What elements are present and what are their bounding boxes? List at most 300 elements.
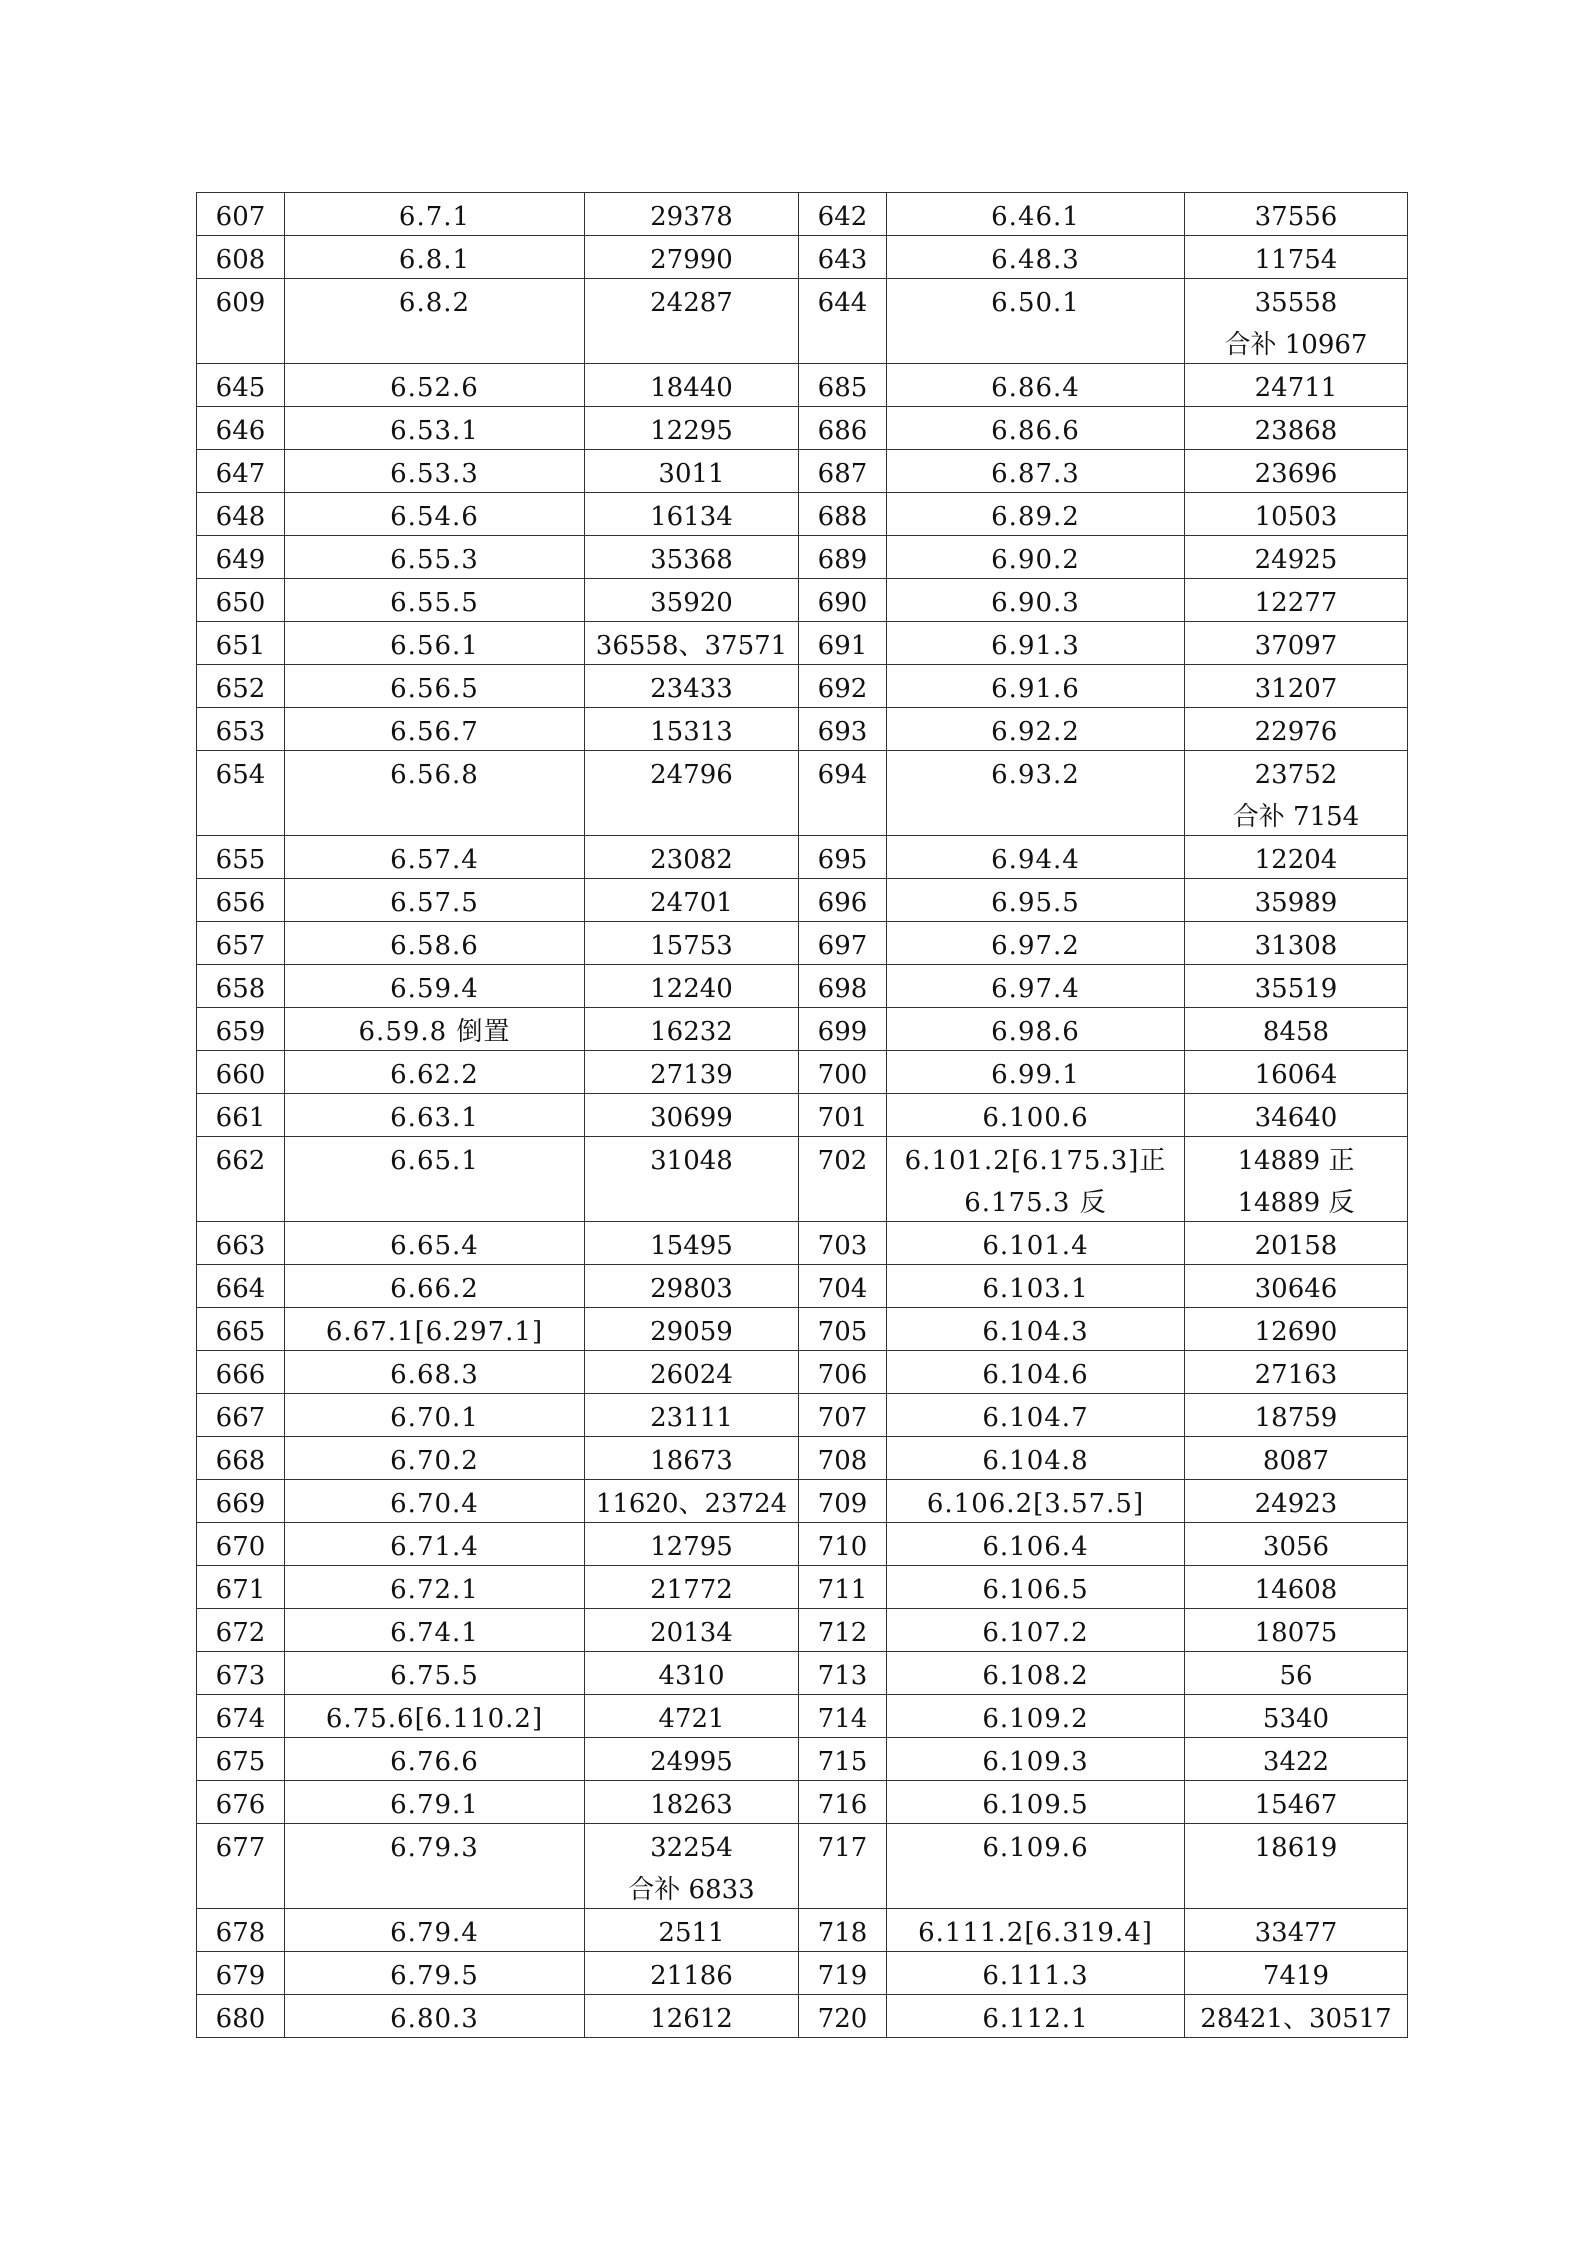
left-number-cell [585, 1094, 799, 1137]
cell-text: 35989 [1254, 888, 1338, 918]
cell-text: 698 [817, 974, 868, 1004]
cell-text: 29059 [650, 1317, 733, 1347]
right-seq-cell [799, 1609, 887, 1652]
left-number-cell [585, 1008, 799, 1051]
cell-text: 23696 [1254, 459, 1338, 489]
right-number-cell [1185, 879, 1408, 922]
cell-text: 6.72.1 [390, 1575, 479, 1605]
cell-text: 27139 [650, 1060, 733, 1090]
cell-text: 6.101.2[6.175.3]正 [904, 1146, 1167, 1176]
right-ref-cell [887, 236, 1185, 279]
left-number-cell [585, 450, 799, 493]
cell-text: 21772 [650, 1575, 733, 1605]
left-seq-cell [197, 708, 285, 751]
left-ref-cell [285, 493, 585, 536]
cell-text: 6.104.8 [982, 1446, 1089, 1476]
cell-text: 12240 [650, 974, 733, 1004]
table-row [197, 1265, 1408, 1308]
left-ref-cell [285, 450, 585, 493]
cell-text: 6.91.6 [991, 674, 1080, 704]
right-number-cell [1185, 836, 1408, 879]
table-row [197, 1480, 1408, 1523]
left-number-cell [585, 1609, 799, 1652]
left-seq-cell [197, 1952, 285, 1995]
left-seq-cell [197, 1909, 285, 1952]
table-row [197, 1008, 1408, 1051]
cell-text: 6.91.3 [991, 631, 1080, 661]
right-ref-cell [887, 1222, 1185, 1265]
cell-text: 6.57.5 [390, 888, 479, 918]
left-ref-cell [285, 579, 585, 622]
cell-text: 6.94.4 [991, 845, 1080, 875]
left-number-cell [585, 1909, 799, 1952]
left-ref-cell [285, 536, 585, 579]
cell-text: 6.79.1 [390, 1790, 479, 1820]
cell-text: 687 [817, 459, 868, 489]
cell-text: 6.101.4 [982, 1231, 1089, 1261]
left-ref-cell [285, 1394, 585, 1437]
cell-text: 6.63.1 [390, 1103, 479, 1133]
cell-text: 6.74.1 [390, 1618, 479, 1648]
table-row [197, 1051, 1408, 1094]
right-seq-cell [799, 579, 887, 622]
left-ref-cell [285, 836, 585, 879]
cell-text: 24796 [650, 760, 733, 790]
cell-text: 12612 [650, 2004, 733, 2034]
left-seq-cell [197, 1222, 285, 1265]
cell-text: 24701 [650, 888, 733, 918]
left-ref-cell [285, 1952, 585, 1995]
left-number-cell [585, 1351, 799, 1394]
left-seq-cell [197, 1265, 285, 1308]
left-ref-cell [285, 1609, 585, 1652]
right-seq-cell [799, 1008, 887, 1051]
cell-text: 643 [817, 245, 868, 275]
right-seq-cell [799, 493, 887, 536]
cell-text: 37556 [1254, 202, 1338, 232]
right-seq-cell [799, 1738, 887, 1781]
right-seq-cell [799, 965, 887, 1008]
cell-text: 705 [817, 1317, 868, 1347]
left-ref-cell [285, 1523, 585, 1566]
table-row [197, 1222, 1408, 1265]
cell-text: 6.68.3 [390, 1360, 479, 1390]
right-ref-cell [887, 1094, 1185, 1137]
cell-text: 12277 [1254, 588, 1338, 618]
cell-text: 26024 [650, 1360, 733, 1390]
cell-text: 691 [817, 631, 868, 661]
cell-text: 649 [215, 545, 266, 575]
right-seq-cell [799, 1824, 887, 1909]
right-number-cell [1185, 1738, 1408, 1781]
left-ref-cell [285, 1222, 585, 1265]
left-number-cell [585, 536, 799, 579]
cell-text: 33477 [1254, 1918, 1338, 1948]
cell-text: 20134 [650, 1618, 733, 1648]
left-number-cell [585, 622, 799, 665]
right-number-cell [1185, 193, 1408, 236]
cell-text: 6.109.5 [982, 1790, 1089, 1820]
cell-text: 653 [215, 717, 266, 747]
left-seq-cell [197, 751, 285, 836]
left-number-cell [585, 922, 799, 965]
cell-text: 690 [817, 588, 868, 618]
cell-text: 27990 [650, 245, 733, 275]
right-seq-cell [799, 708, 887, 751]
cell-text: 24995 [650, 1747, 733, 1777]
cell-text: 6.53.1 [390, 416, 479, 446]
cell-text: 6.46.1 [991, 202, 1080, 232]
cell-text: 693 [817, 717, 868, 747]
cell-text: 6.48.3 [991, 245, 1080, 275]
right-ref-cell [887, 1695, 1185, 1738]
right-seq-cell [799, 1351, 887, 1394]
left-number-cell [585, 1566, 799, 1609]
right-number-cell [1185, 622, 1408, 665]
left-ref-cell [285, 1995, 585, 2038]
cell-text: 21186 [650, 1961, 733, 1991]
cell-text: 673 [215, 1661, 266, 1691]
cell-text: 6.86.4 [991, 373, 1080, 403]
left-number-cell [585, 493, 799, 536]
cell-text: 24711 [1254, 373, 1338, 403]
right-ref-cell [887, 1051, 1185, 1094]
cell-text: 712 [817, 1618, 868, 1648]
cell-text: 34640 [1254, 1103, 1338, 1133]
cell-text: 666 [215, 1360, 266, 1390]
left-number-cell [585, 193, 799, 236]
left-number-cell [585, 1137, 799, 1222]
cell-text: 23752 [1254, 760, 1338, 790]
right-number-cell [1185, 1609, 1408, 1652]
cell-text: 6.75.6[6.110.2] [325, 1704, 544, 1734]
right-seq-cell [799, 751, 887, 836]
left-number-cell [585, 1738, 799, 1781]
cell-text: 655 [215, 845, 266, 875]
cell-text: 718 [817, 1918, 868, 1948]
cell-text: 714 [817, 1704, 868, 1734]
left-seq-cell [197, 364, 285, 407]
right-number-cell [1185, 579, 1408, 622]
cell-text: 12295 [650, 416, 733, 446]
right-seq-cell [799, 1394, 887, 1437]
left-ref-cell [285, 279, 585, 364]
right-ref-cell [887, 579, 1185, 622]
left-seq-cell [197, 1824, 285, 1909]
right-ref-cell [887, 1265, 1185, 1308]
left-seq-cell [197, 622, 285, 665]
right-ref-cell [887, 1909, 1185, 1952]
left-ref-cell [285, 665, 585, 708]
cell-text: 703 [817, 1231, 868, 1261]
left-number-cell [585, 836, 799, 879]
cell-text: 694 [817, 760, 868, 790]
cell-text: 6.104.7 [982, 1403, 1089, 1433]
cell-text: 6.52.6 [390, 373, 479, 403]
left-seq-cell [197, 922, 285, 965]
cell-text: 31048 [650, 1146, 733, 1176]
left-seq-cell [197, 1308, 285, 1351]
cell-text: 6.109.3 [982, 1747, 1089, 1777]
left-ref-cell [285, 1566, 585, 1609]
cell-text: 645 [215, 373, 266, 403]
cell-text: 30646 [1254, 1274, 1338, 1304]
table-row [197, 364, 1408, 407]
cell-text: 644 [817, 288, 868, 318]
cell-text: 6.59.4 [390, 974, 479, 1004]
left-seq-cell [197, 1738, 285, 1781]
cell-text: 12690 [1254, 1317, 1338, 1347]
left-seq-cell [197, 879, 285, 922]
left-seq-cell [197, 1609, 285, 1652]
cell-text: 56 [1279, 1661, 1313, 1691]
right-seq-cell [799, 1909, 887, 1952]
cell-text: 702 [817, 1146, 868, 1176]
cell-text: 6.50.1 [991, 288, 1080, 318]
left-ref-cell [285, 1137, 585, 1222]
left-ref-cell [285, 622, 585, 665]
cell-text: 5340 [1262, 1704, 1330, 1734]
cell-text: 6.56.5 [390, 674, 479, 704]
cell-text: 665 [215, 1317, 266, 1347]
right-seq-cell [799, 879, 887, 922]
cell-text: 706 [817, 1360, 868, 1390]
right-number-cell [1185, 1051, 1408, 1094]
cell-text: 3056 [1262, 1532, 1330, 1562]
cell-text: 7419 [1262, 1961, 1330, 1991]
cell-text: 23433 [650, 674, 733, 704]
cell-text: 14608 [1254, 1575, 1338, 1605]
right-number-cell [1185, 1909, 1408, 1952]
cell-text: 18759 [1254, 1403, 1338, 1433]
right-number-cell [1185, 1995, 1408, 2038]
right-seq-cell [799, 1480, 887, 1523]
left-ref-cell [285, 879, 585, 922]
right-ref-cell [887, 1394, 1185, 1437]
cell-text: 23082 [650, 845, 733, 875]
cell-text: 6.65.1 [390, 1146, 479, 1176]
left-number-cell [585, 1781, 799, 1824]
right-seq-cell [799, 622, 887, 665]
cell-text: 12795 [650, 1532, 733, 1562]
left-number-cell [585, 1394, 799, 1437]
right-seq-cell [799, 407, 887, 450]
cell-text: 646 [215, 416, 266, 446]
cell-text: 667 [215, 1403, 266, 1433]
left-seq-cell [197, 1094, 285, 1137]
right-ref-cell [887, 665, 1185, 708]
cell-text: 6.56.7 [390, 717, 479, 747]
cell-text: 6.55.5 [390, 588, 479, 618]
right-ref-cell [887, 364, 1185, 407]
cell-text: 6.98.6 [991, 1017, 1080, 1047]
cell-text: 合补 6833 [628, 1875, 755, 1905]
cell-text: 652 [215, 674, 266, 704]
cell-text: 18619 [1254, 1833, 1338, 1863]
right-ref-cell [887, 922, 1185, 965]
cell-text: 6.79.5 [390, 1961, 479, 1991]
cell-text: 6.57.4 [390, 845, 479, 875]
cell-text: 3422 [1262, 1747, 1330, 1777]
cell-text: 23868 [1254, 416, 1338, 446]
cell-text: 30699 [650, 1103, 733, 1133]
left-number-cell [585, 1222, 799, 1265]
left-ref-cell [285, 1480, 585, 1523]
cell-text: 6.90.3 [991, 588, 1080, 618]
right-seq-cell [799, 922, 887, 965]
cell-text: 713 [817, 1661, 868, 1691]
cell-text: 608 [215, 245, 266, 275]
cell-text: 22976 [1254, 717, 1338, 747]
cell-text: 35368 [650, 545, 733, 575]
left-ref-cell [285, 751, 585, 836]
right-ref-cell [887, 751, 1185, 836]
cell-text: 669 [215, 1489, 266, 1519]
right-number-cell [1185, 493, 1408, 536]
cell-text: 11754 [1254, 245, 1338, 275]
cell-text: 6.65.4 [390, 1231, 479, 1261]
cell-text: 6.106.4 [982, 1532, 1089, 1562]
left-ref-cell [285, 1781, 585, 1824]
right-ref-cell [887, 1952, 1185, 1995]
cell-text: 6.111.2[6.319.4] [918, 1918, 1153, 1948]
cell-text: 663 [215, 1231, 266, 1261]
cell-text: 659 [215, 1017, 266, 1047]
right-ref-cell [887, 622, 1185, 665]
left-number-cell [585, 1308, 799, 1351]
table-row [197, 579, 1408, 622]
cell-text: 680 [215, 2004, 266, 2034]
cell-text: 651 [215, 631, 266, 661]
cell-text: 6.70.2 [390, 1446, 479, 1476]
left-seq-cell [197, 236, 285, 279]
table-row [197, 279, 1408, 364]
right-number-cell [1185, 1137, 1408, 1222]
right-seq-cell [799, 1695, 887, 1738]
table-row [197, 1437, 1408, 1480]
left-ref-cell [285, 407, 585, 450]
table-row [197, 1137, 1408, 1222]
cell-text: 697 [817, 931, 868, 961]
left-seq-cell [197, 493, 285, 536]
table-row [197, 1609, 1408, 1652]
right-ref-cell [887, 879, 1185, 922]
cell-text: 18440 [650, 373, 733, 403]
table-row [197, 665, 1408, 708]
table-row [197, 1394, 1408, 1437]
cell-text: 689 [817, 545, 868, 575]
cell-text: 15467 [1254, 1790, 1338, 1820]
table-row [197, 1695, 1408, 1738]
cell-text: 699 [817, 1017, 868, 1047]
cell-text: 合补 7154 [1232, 802, 1360, 832]
table-row [197, 836, 1408, 879]
right-number-cell [1185, 1394, 1408, 1437]
table-row [197, 965, 1408, 1008]
table-row [197, 1094, 1408, 1137]
right-number-cell [1185, 536, 1408, 579]
right-number-cell [1185, 922, 1408, 965]
left-seq-cell [197, 1995, 285, 2038]
left-seq-cell [197, 836, 285, 879]
right-ref-cell [887, 1824, 1185, 1909]
cell-text: 36558、37571 [595, 631, 788, 661]
cell-text: 20158 [1254, 1231, 1338, 1261]
cell-text: 672 [215, 1618, 266, 1648]
left-seq-cell [197, 536, 285, 579]
cell-text: 6.104.3 [982, 1317, 1089, 1347]
right-ref-cell [887, 193, 1185, 236]
right-number-cell [1185, 1480, 1408, 1523]
right-number-cell [1185, 450, 1408, 493]
cell-text: 32254 [650, 1833, 733, 1863]
cell-text: 6.87.3 [991, 459, 1080, 489]
right-number-cell [1185, 1008, 1408, 1051]
right-number-cell [1185, 1523, 1408, 1566]
cell-text: 27163 [1254, 1360, 1338, 1390]
right-ref-cell [887, 1738, 1185, 1781]
right-seq-cell [799, 1308, 887, 1351]
cell-text: 704 [817, 1274, 868, 1304]
right-number-cell [1185, 1351, 1408, 1394]
cell-text: 6.106.2[3.57.5] [926, 1489, 1145, 1519]
cell-text: 6.111.3 [982, 1961, 1089, 1991]
left-seq-cell [197, 193, 285, 236]
cell-text: 6.175.3 反 [964, 1188, 1107, 1218]
cell-text: 24287 [650, 288, 733, 318]
cell-text: 35519 [1254, 974, 1338, 1004]
cell-text: 18673 [650, 1446, 733, 1476]
table-row [197, 407, 1408, 450]
right-ref-cell [887, 1781, 1185, 1824]
cell-text: 686 [817, 416, 868, 446]
left-number-cell [585, 1437, 799, 1480]
cell-text: 6.106.5 [982, 1575, 1089, 1605]
cell-text: 6.66.2 [390, 1274, 479, 1304]
left-seq-cell [197, 1437, 285, 1480]
cell-text: 15495 [650, 1231, 733, 1261]
right-number-cell [1185, 708, 1408, 751]
cell-text: 6.92.2 [991, 717, 1080, 747]
right-seq-cell [799, 1652, 887, 1695]
cell-text: 679 [215, 1961, 266, 1991]
cell-text: 656 [215, 888, 266, 918]
cell-text: 670 [215, 1532, 266, 1562]
right-seq-cell [799, 1995, 887, 2038]
table-row [197, 922, 1408, 965]
left-number-cell [585, 708, 799, 751]
cell-text: 671 [215, 1575, 266, 1605]
left-ref-cell [285, 1824, 585, 1909]
left-seq-cell [197, 1351, 285, 1394]
right-seq-cell [799, 236, 887, 279]
left-number-cell [585, 236, 799, 279]
left-ref-cell [285, 1738, 585, 1781]
cell-text: 6.59.8 倒置 [358, 1017, 511, 1047]
right-number-cell [1185, 1952, 1408, 1995]
cell-text: 674 [215, 1704, 266, 1734]
left-ref-cell [285, 1351, 585, 1394]
right-ref-cell [887, 1652, 1185, 1695]
cell-text: 716 [817, 1790, 868, 1820]
right-ref-cell [887, 407, 1185, 450]
left-seq-cell [197, 1523, 285, 1566]
table-row [197, 622, 1408, 665]
cell-text: 660 [215, 1060, 266, 1090]
right-seq-cell [799, 450, 887, 493]
right-ref-cell [887, 450, 1185, 493]
right-seq-cell [799, 1137, 887, 1222]
